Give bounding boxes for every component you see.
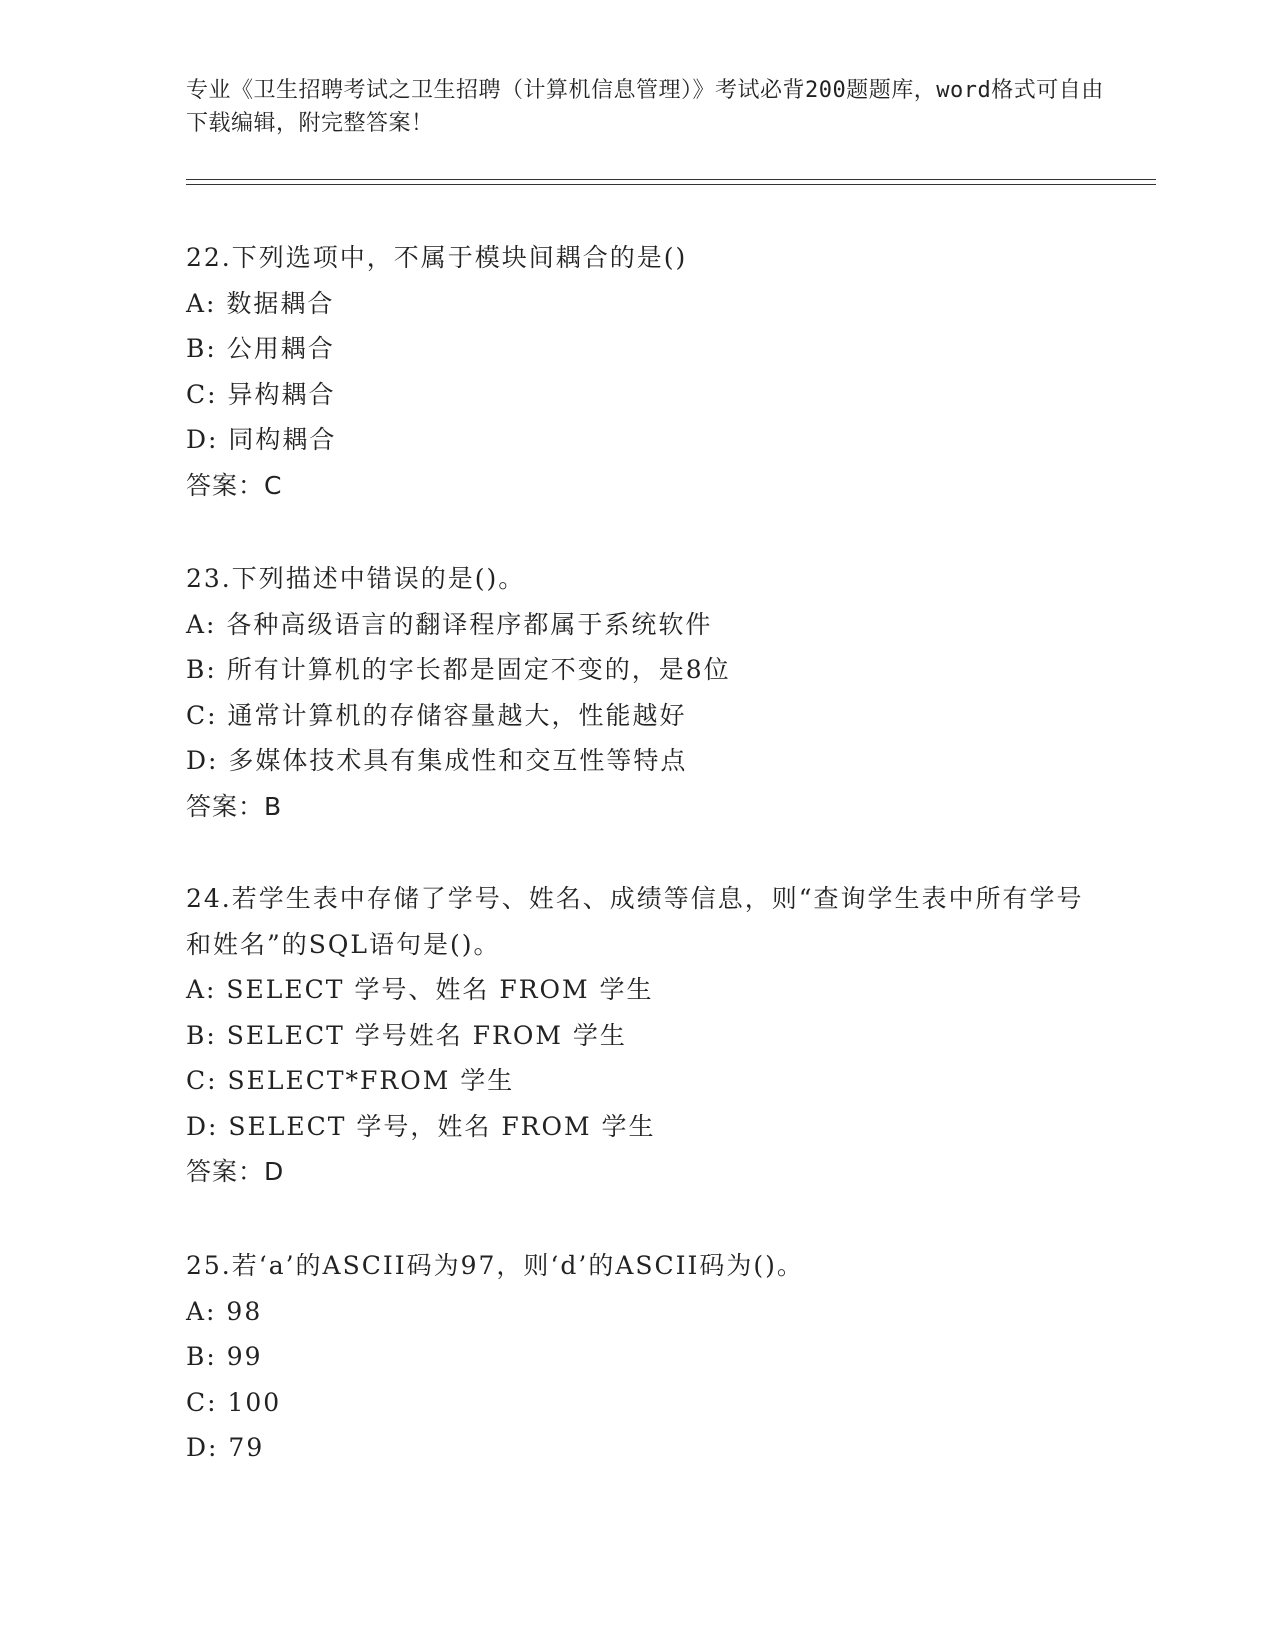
option-b: B: 99 [186, 1342, 263, 1371]
answer-line: 答案：D [186, 1157, 285, 1186]
question-23 [186, 556, 1106, 829]
option-b: B: 公用耦合 [186, 334, 335, 363]
question-stem: 25.若‘a’的ASCII码为97，则‘d’的ASCII码为()。 [186, 1251, 804, 1280]
option-b: B: 所有计算机的字长都是固定不变的，是8位 [186, 655, 731, 684]
option-d: D: SELECT 学号，姓名 FROM 学生 [186, 1111, 656, 1141]
option-c: C: 100 [186, 1387, 282, 1417]
question-stem: 22.下列选项中，不属于模块间耦合的是() [186, 243, 688, 272]
question-25 [186, 1243, 1106, 1471]
option-b: B: SELECT 学号姓名 FROM 学生 [186, 1020, 627, 1050]
option-a: A: 各种高级语言的翻译程序都属于系统软件 [186, 609, 713, 639]
option-d: D: 多媒体技术具有集成性和交互性等特点 [186, 746, 688, 775]
header-text: 专业《卫生招聘考试之卫生招聘（计算机信息管理）》考试必背200题题库，word格式可自由下载编辑，附完整答案！ [186, 78, 1104, 136]
option-c: C: SELECT*FROM 学生 [186, 1066, 515, 1095]
question-stem: 23.下列描述中错误的是()。 [186, 564, 526, 593]
answer-line: 答案：B [186, 791, 283, 821]
question-24 [186, 876, 1106, 1195]
answer-line: 答案：C [186, 470, 283, 500]
question-22 [186, 235, 1106, 508]
option-c: C: 异构耦合 [186, 379, 336, 409]
question-stem: 24.若学生表中存储了学号、姓名、成绩等信息，则“查询学生表中所有学号和姓名”的SQL语句是()。 [186, 884, 1084, 959]
header-divider-bottom [186, 184, 1156, 185]
document-header [186, 74, 1106, 140]
option-d: D: 同构耦合 [186, 425, 337, 454]
option-d: D: 79 [186, 1433, 265, 1462]
option-a: A: 98 [186, 1296, 263, 1326]
option-c: C: 通常计算机的存储容量越大，性能越好 [186, 700, 687, 730]
option-a: A: SELECT 学号、姓名 FROM 学生 [186, 975, 654, 1004]
header-divider-top [186, 179, 1156, 180]
option-a: A: 数据耦合 [186, 288, 335, 318]
